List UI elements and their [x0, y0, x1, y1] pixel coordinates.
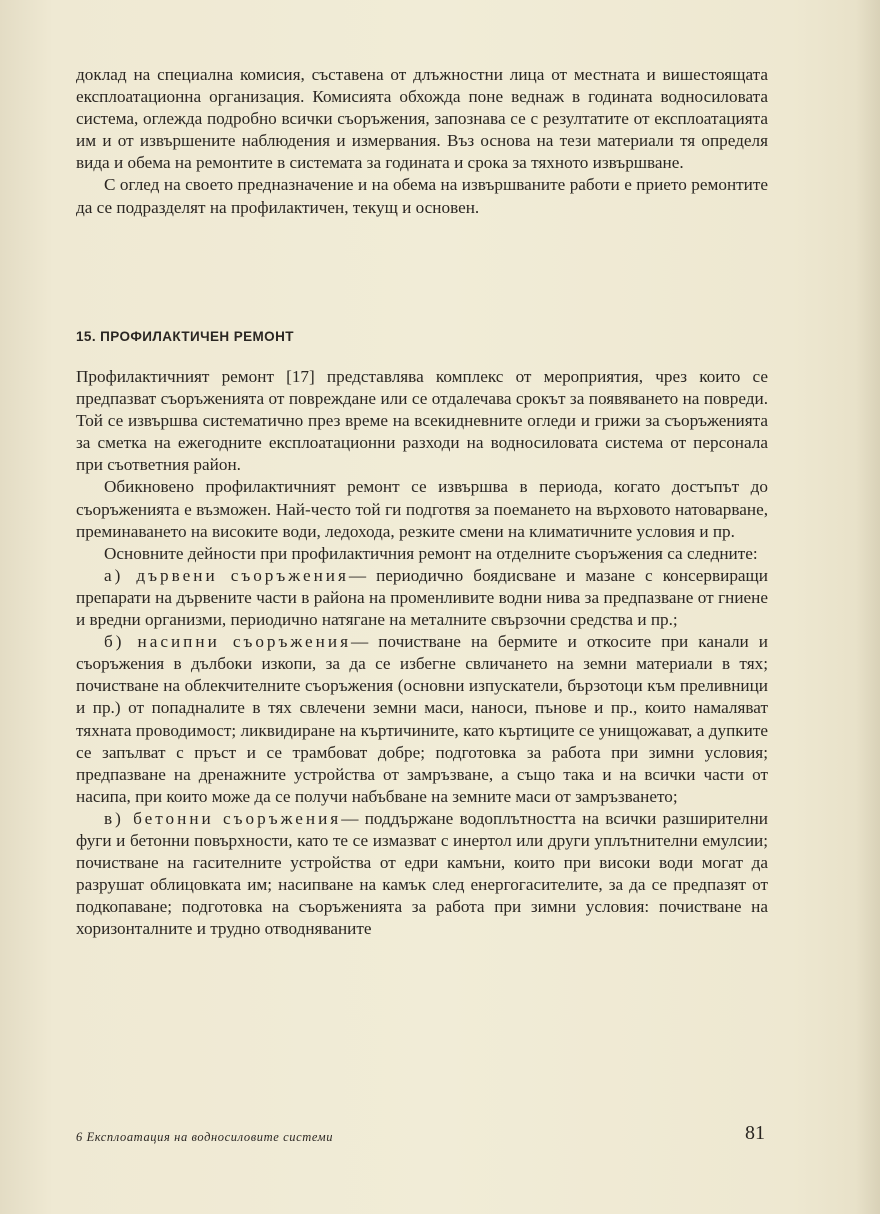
intro-text-block — [76, 64, 768, 219]
body-paragraph: Обикновено профилактичният ремонт се извършва в периода, когато достъпът до съоръженията е възможен. Най-често той ги подготвя за поемането на върховото натоварване, преминаването на високите води, ледохода, резките смени на климатичните условия и пр. — [76, 477, 768, 541]
section-text-block — [76, 366, 768, 940]
section-heading: 15. ПРОФИЛАКТИЧЕН РЕМОНТ — [76, 329, 294, 344]
list-item-text: — поддържане водоплътността на всички разширителни фуги и бетонни повърхности, като те се измазват с инертол или други уплътнителни емулсии; почистване на гасителните устройства от едри камъни, които при високи води могат да разрушат облицовката им; насипване на камък след енергогасителите, за да се предпазят от подкопаване; подготовка на съоръженията за работа при зимни условия: почистване на хоризонталните и трудно отводняваните — [76, 808, 768, 939]
signature-footnote: 6 Експлоатация на водносиловите системи — [76, 1130, 334, 1144]
list-item-label: а) дървени съоръжения — [104, 565, 349, 585]
intro-paragraph: доклад на специална комисия, съставена от длъжностни лица от местната и вишестоящата експлоатационна организация. Комисията обхожда поне веднаж в годината водносиловата система, оглежда подробно всички съоръжения, запознава се с резултатите от експлоатацията им и от извършените наблюдения и измервания. Въз основа на тези материали тя определя вида и обема на ремонтите в системата за годината и срока за тяхното извършване. — [76, 65, 768, 173]
list-item-wooden — [76, 565, 768, 631]
list-item-label: б) насипни съоръжения — [104, 632, 351, 652]
list-item-label: в) бетонни съоръжения — [104, 808, 342, 828]
intro-paragraph: С оглед на своето предназначение и на обема на извършваните работи е прието ремонтите да се подразделят на профилактичен, текущ и основен. — [76, 175, 768, 217]
list-item-text: — периодично боядисване и мазане с консервиращи препарати на дървените части в района на променливите водни нива за предпазване от гниене и вредни организми, периодично натягане на металните свързочни средства и пр.; — [76, 565, 768, 630]
page-number: 81 — [745, 1122, 765, 1144]
list-item-text: — почистване на бермите и откосите при канали и съоръжения в дълбоки изкопи, за да се избегне свличането на земни материали в тях; почистване на облекчителните съоръжения (основни изпускатели, бързотоци към преливници и пр.) от попадналите в тях свлечени земни маси, наноси, пънове и пр., които намаляват тяхната проводимост; ликвидиране на къртичините, като къртиците се унищожават, а дупките се запълват с пръст и се трамбоват добре; подготовка за работа при зимни условия; предпазване на дренажните устройства от замръзване, а също така и на всички части от насипа, при които може да се получи набъбване на земните маси от замръзването; — [76, 632, 768, 806]
body-paragraph: Профилактичният ремонт [17] представлява комплекс от мероприятия, чрез които се предпазват съоръженията от повреждане или се отдалечава срокът за появяването на повреди. Той се извършва систематично през време на всекидневните огледи и грижи за съоръженията за сметка на ежегодните експлоатационни разходи на водносиловата система от персонала при съответния район. — [76, 367, 768, 475]
list-item-concrete — [76, 808, 768, 941]
list-item-embankment — [76, 631, 768, 808]
body-paragraph: Основните дейности при профилактичния ремонт на отделните съоръжения са следните: — [104, 543, 758, 563]
